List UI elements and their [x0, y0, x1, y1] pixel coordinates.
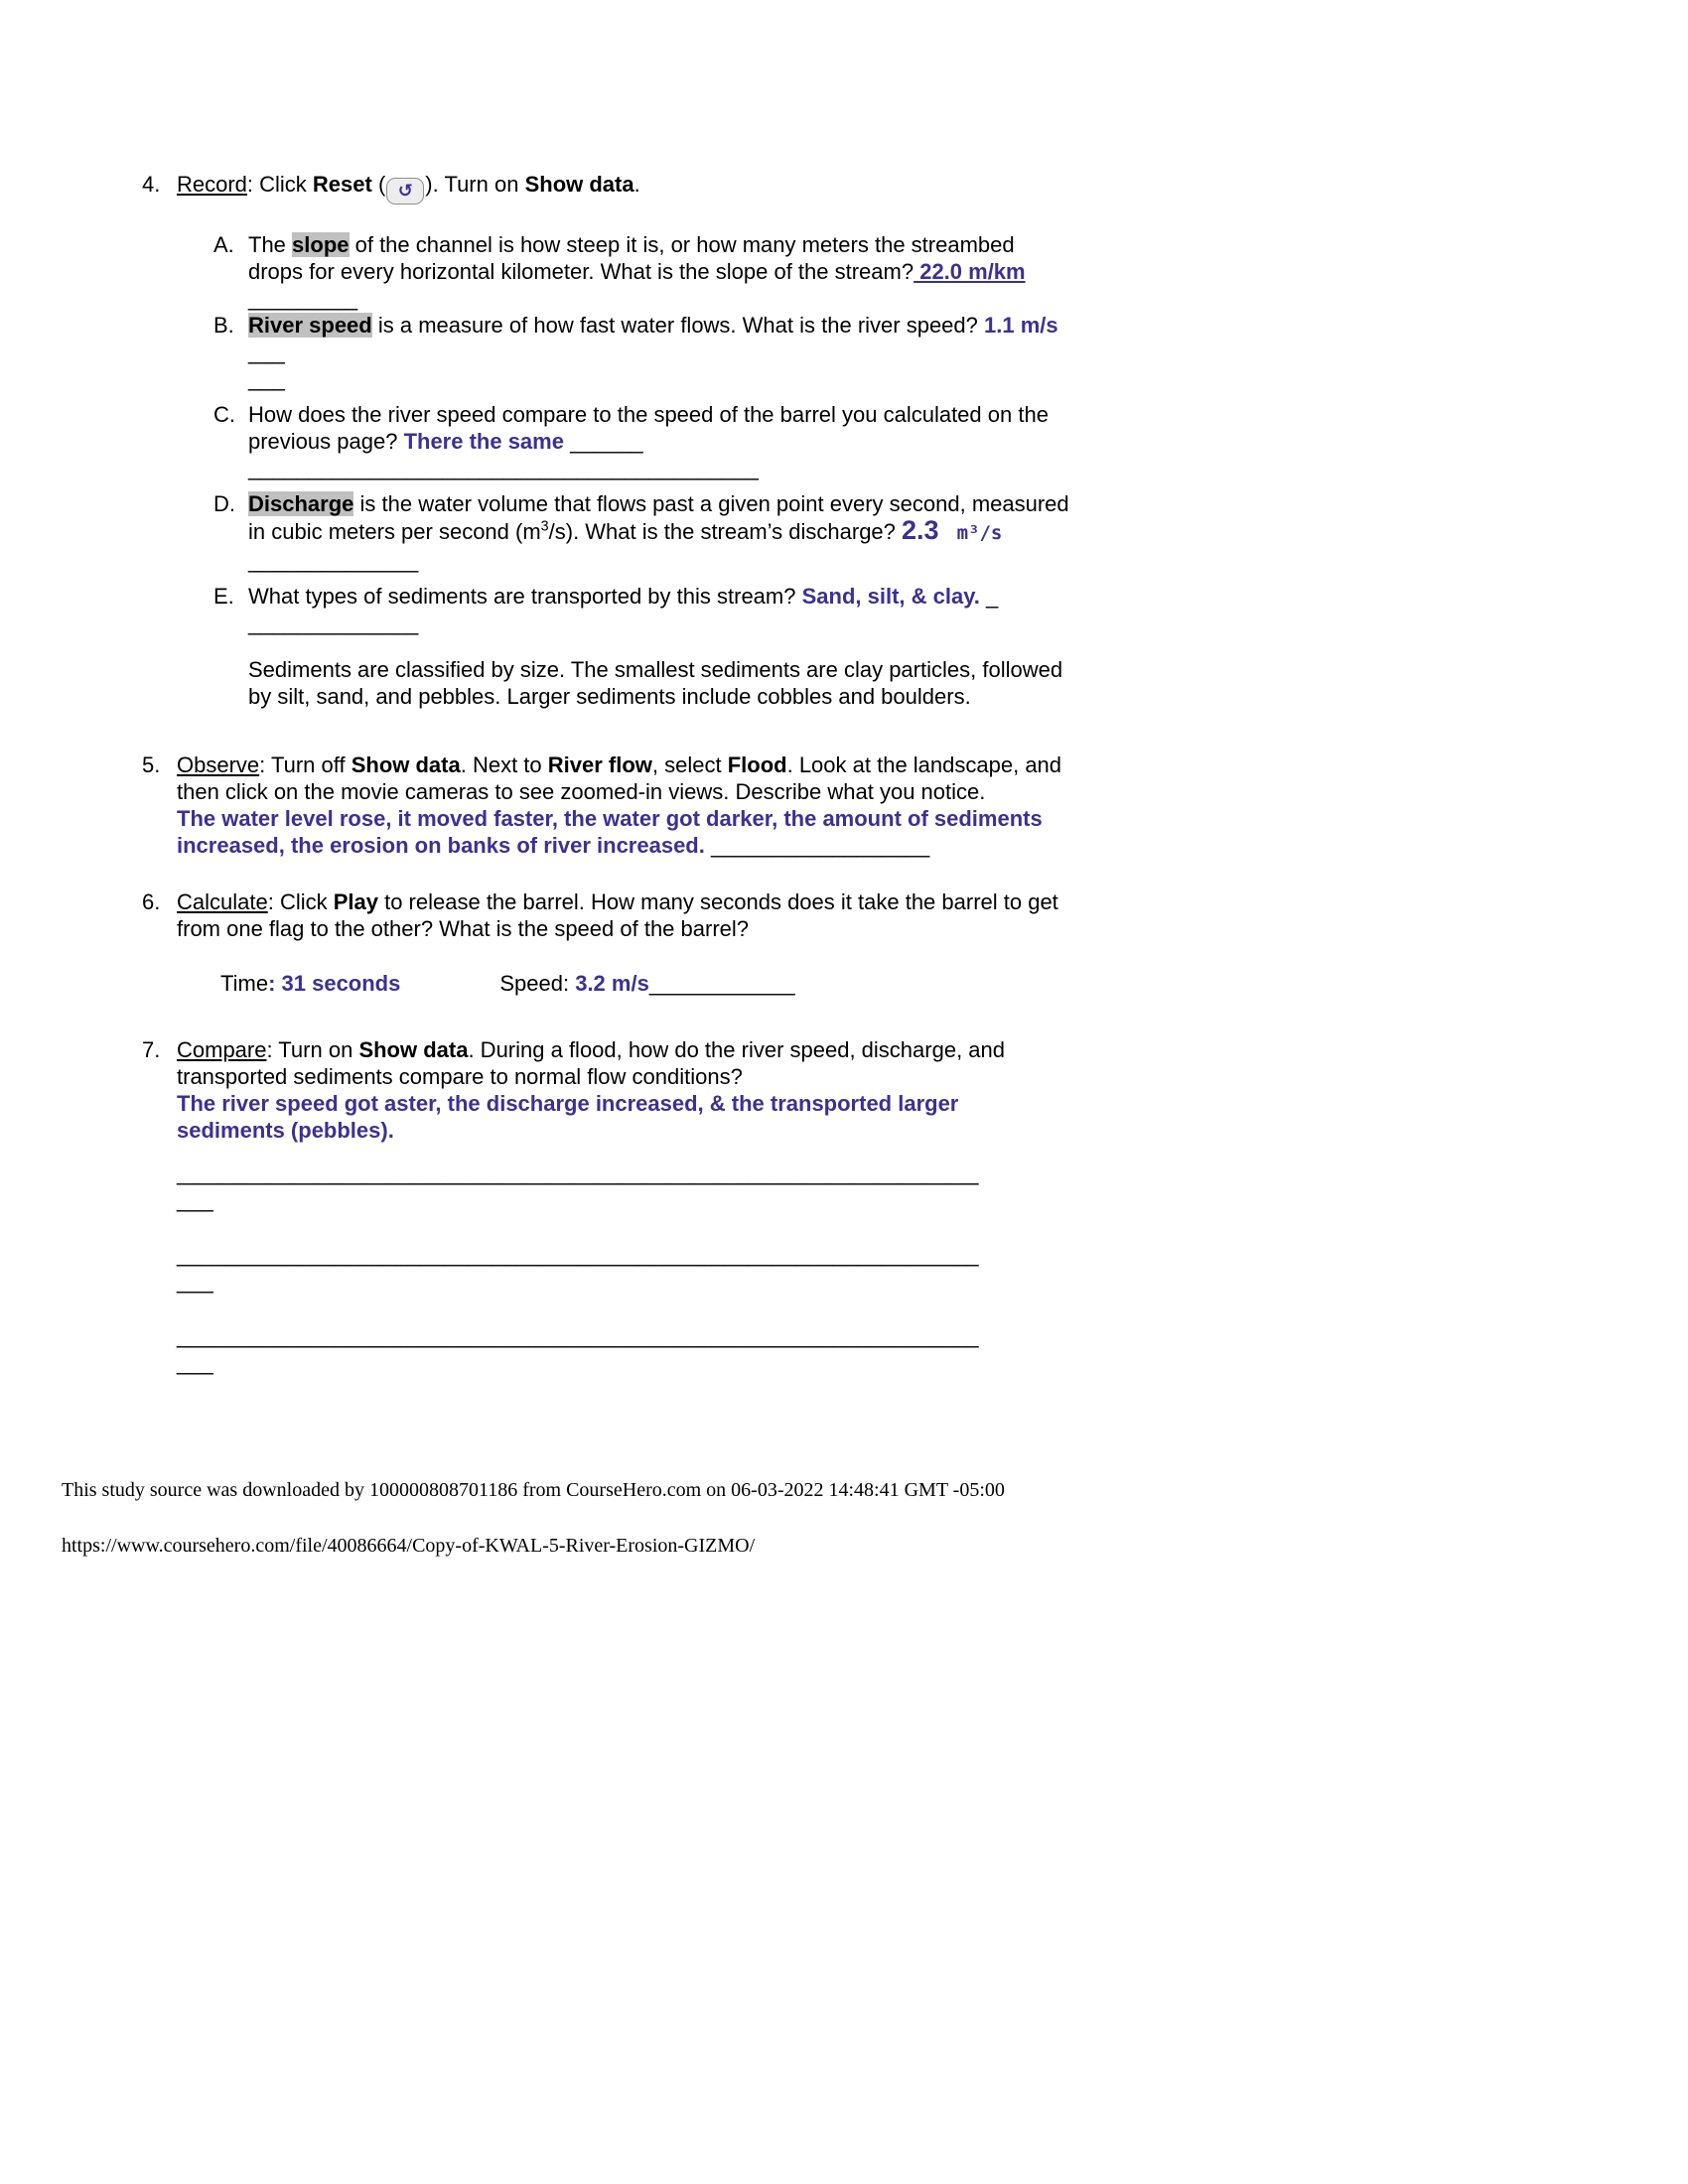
question-6-text [177, 888, 1071, 997]
text-segment: to release the barrel. How many seconds does it take the barrel to get from one flag to the other? What is the speed of the barrel? [177, 888, 1058, 941]
superscript-3: 3 [540, 518, 549, 535]
blank-group-3 [177, 1322, 1071, 1376]
item-4c [213, 401, 1071, 481]
question-6-number: 6. [142, 888, 161, 914]
text-segment: . Look at the landscape, and then click on the movie cameras to see zoomed-in views. Describe what you notice. [177, 751, 1062, 804]
question-7-text [177, 1036, 1071, 1376]
speed-label: Speed: [499, 970, 576, 996]
blank-inline: __________________ [704, 832, 930, 858]
coursehero-url-link[interactable]: https://www.coursehero.com/file/40086664/Copy-of-KWAL-5-River-Erosion-GIZMO/ [62, 1535, 756, 1557]
sediments-note: Sediments are classified by size. The smallest sediments are clay particles, followed by silt, sand, and pebbles. Larger sediments include cobbles and boulders. [248, 656, 1063, 709]
item-4d [213, 490, 1071, 574]
blank-line: __________________________________________________________________ [177, 1241, 979, 1267]
question-5-text [177, 751, 1071, 859]
item-4c-letter: C. [213, 401, 235, 427]
blank-line: ___ [248, 339, 285, 364]
blank-line: ___ [177, 1268, 213, 1294]
time-label: Time [220, 970, 269, 996]
text-segment: ( [371, 172, 386, 197]
show-data-label: Show data [358, 1036, 469, 1062]
item-4e [213, 583, 1071, 636]
question-4-label: Record [177, 172, 247, 197]
question-5-answer-line2 [177, 832, 1071, 859]
reset-button-icon [386, 178, 424, 205]
compare-answer: There the same [403, 428, 564, 454]
slope-term: slope [292, 231, 350, 257]
item-4b-letter: B. [213, 312, 234, 338]
item-4b [213, 312, 1071, 392]
item-4d-letter: D. [213, 490, 235, 516]
question-6-label: Calculate [177, 888, 268, 914]
blank-line: ______________ [248, 610, 419, 635]
show-data-label: Show data [351, 751, 461, 777]
river-speed-term: River speed [248, 312, 372, 338]
item-4b-text [248, 312, 1071, 392]
question-5-answer-line1: The water level rose, it moved faster, the water got darker, the amount of sediments [177, 805, 1043, 831]
item-4c-text [248, 401, 1071, 481]
item-4a [213, 231, 1071, 312]
play-label: Play [333, 888, 378, 914]
blank-line: _________ [248, 285, 358, 311]
worksheet-content [142, 171, 1071, 1376]
item-4e-letter: E. [213, 583, 234, 609]
question-7-answer-line1: The river speed got aster, the discharge increased, & the transported larger [177, 1090, 959, 1116]
time-answer: : 31 seconds [268, 970, 401, 996]
slope-answer: 22.0 m/km [914, 258, 1026, 284]
blank-line: ______________ [248, 547, 419, 573]
blank-line: ___ [177, 1186, 213, 1212]
blank-inline: _ [979, 583, 999, 609]
undo-arrow-icon: ↺ [397, 181, 413, 201]
text-segment: /s). What is the stream’s discharge? [548, 518, 903, 544]
blank-line: __________________________________________________________________ [177, 1160, 979, 1185]
text-segment: , select [651, 751, 728, 777]
river-speed-answer: 1.1 m/s [984, 312, 1058, 338]
blank-line: __________________________________________ [248, 455, 759, 480]
question-7-answer-line2: sediments (pebbles). [177, 1117, 394, 1143]
question-5-label: Observe [177, 751, 260, 777]
blank-line: __________________________________________________________________ [177, 1322, 979, 1348]
blank-line: ___ [177, 1349, 213, 1375]
text-segment: How does the river speed compare to the speed of the barrel you calculated on the previous page? [248, 401, 1049, 454]
question-7-number: 7. [142, 1036, 161, 1062]
text-segment: : Turn on [266, 1036, 359, 1062]
question-4-number: 4. [142, 172, 161, 197]
time-speed-line [177, 970, 1071, 997]
question-6 [142, 888, 1071, 997]
question-7 [142, 1036, 1071, 1376]
item-4e-text [248, 583, 1071, 636]
item-4a-text [248, 231, 1071, 312]
show-data-label: Show data [524, 172, 634, 197]
question-7-label: Compare [177, 1036, 267, 1062]
speed-answer: 3.2 m/s [575, 970, 649, 996]
question-4-text [177, 171, 1071, 205]
question-5-number: 5. [142, 751, 161, 777]
text-segment: : Turn off [259, 751, 352, 777]
river-flow-label: River flow [547, 751, 652, 777]
flood-label: Flood [727, 751, 787, 777]
text-segment: is a measure of how fast water flows. What is the river speed? [371, 312, 984, 338]
text-segment: : Click [246, 172, 313, 197]
discharge-answer-unit: m³/s [956, 521, 1003, 544]
text-segment: is the water volume that flows past a given point every second, measured in cubic meters per second (m [248, 490, 1069, 544]
question-4 [142, 171, 1071, 205]
blank-group-1 [177, 1160, 1071, 1213]
coursehero-attribution: This study source was downloaded by 100000808701186 from CourseHero.com on 06-03-2022 14:48:41 GMT -05:00 [62, 1479, 1005, 1501]
text-segment: : Click [267, 888, 334, 914]
blank-inline: ____________ [648, 970, 795, 996]
blank-inline: ______ [563, 428, 643, 454]
question-5 [142, 751, 1071, 859]
text-segment: . Next to [460, 751, 548, 777]
text-segment: of the channel is how steep it is, or how many meters the streambed drops for every horizontal kilometer. What is the slope of the stream? [248, 231, 1015, 284]
text-segment: What types of sediments are transported by this stream? [248, 583, 802, 609]
discharge-answer-value: 2.3 [902, 514, 939, 545]
text-segment: . During a flood, how do the river speed, discharge, and transported sediments compare to normal flow conditions? [177, 1036, 1005, 1089]
blank-group-2 [177, 1241, 1071, 1295]
item-4d-text [248, 490, 1071, 574]
blank-line: ___ [248, 365, 285, 391]
sediments-answer: Sand, silt, & clay. [801, 583, 980, 609]
item-4a-letter: A. [213, 231, 234, 257]
reset-label: Reset [312, 172, 372, 197]
discharge-term: Discharge [248, 490, 354, 516]
answer-text: increased, the erosion on banks of river increased. [177, 832, 705, 858]
text-segment: . [633, 172, 640, 197]
text-segment: The [248, 231, 293, 257]
text-segment: ). Turn on [425, 172, 525, 197]
